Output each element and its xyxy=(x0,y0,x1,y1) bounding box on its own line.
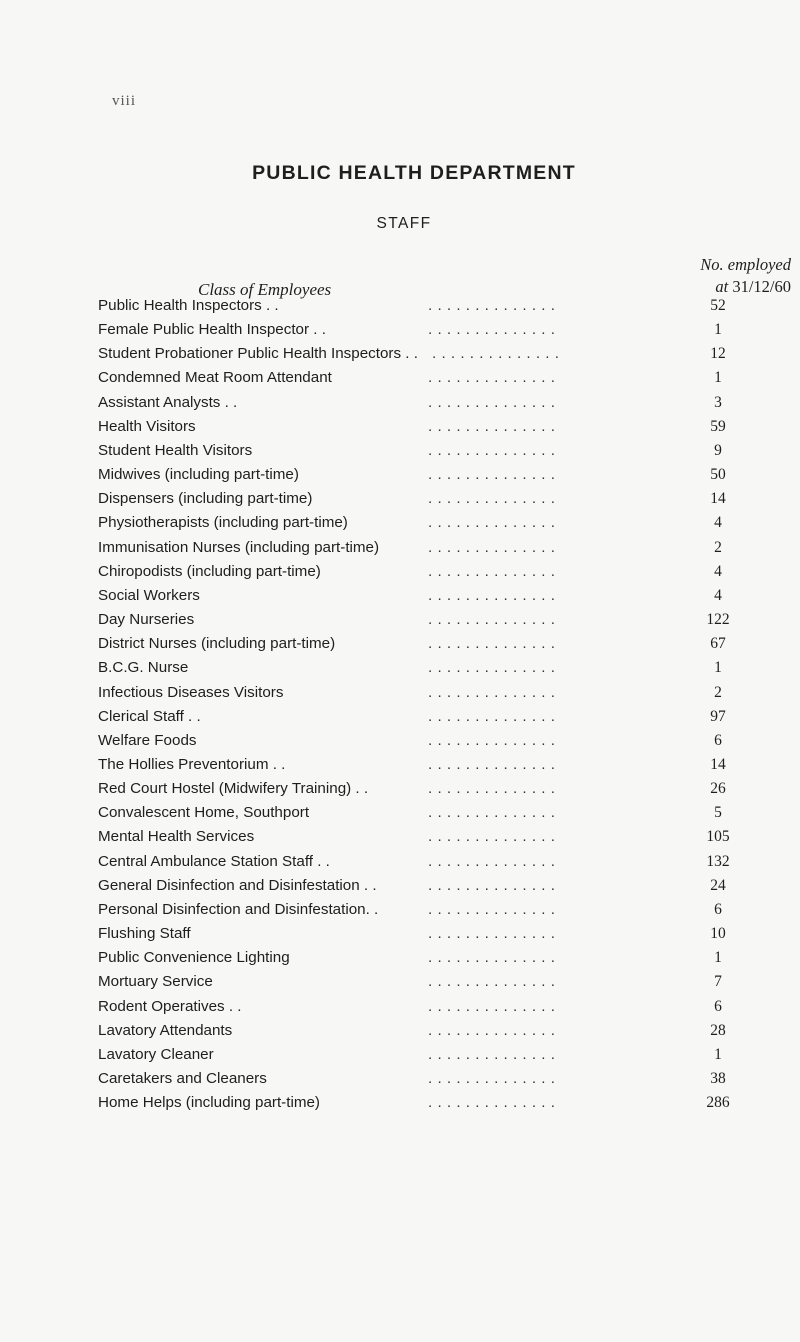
page-number: viii xyxy=(112,93,137,109)
header-date: 31/12/60 xyxy=(732,277,791,296)
class-of-employees-header: Class of Employees xyxy=(198,280,332,299)
table-row xyxy=(98,777,758,801)
dot-leader: . . . . . . . . . . . . . . xyxy=(428,635,556,653)
table-row xyxy=(98,1091,758,1115)
table-row xyxy=(98,995,758,1019)
table-row xyxy=(98,463,758,487)
employee-class-label: Personal Disinfection and Disinfestation. . xyxy=(98,900,379,918)
table-row xyxy=(98,656,758,680)
employee-class-label: Rodent Operatives . . xyxy=(98,997,242,1015)
employee-count: 97 xyxy=(710,707,726,725)
dot-leader: . . . . . . . . . . . . . . xyxy=(428,441,556,459)
table-row xyxy=(98,487,758,511)
employee-class-label: Caretakers and Cleaners xyxy=(98,1070,267,1087)
table-row xyxy=(98,608,758,632)
dot-leader: . . . . . . . . . . . . . . xyxy=(428,900,556,918)
employee-count: 59 xyxy=(710,417,726,435)
employee-class-label: Midwives (including part-time) xyxy=(98,466,299,484)
employee-count: 122 xyxy=(706,611,730,629)
table-row xyxy=(98,439,758,463)
table-row xyxy=(98,318,758,342)
employee-count: 24 xyxy=(710,876,726,894)
employee-count: 50 xyxy=(710,466,726,484)
dot-leader: . . . . . . . . . . . . . . xyxy=(428,804,556,822)
dot-leader: . . . . . . . . . . . . . . xyxy=(428,997,556,1015)
dot-leader: . . . . . . . . . . . . . . xyxy=(428,973,556,991)
dot-leader: . . . . . . . . . . . . . . xyxy=(428,369,556,387)
employee-count: 28 xyxy=(710,1021,726,1039)
employee-count: 7 xyxy=(714,973,722,991)
employee-count: 1 xyxy=(714,949,722,967)
dot-leader: . . . . . . . . . . . . . . xyxy=(432,345,560,363)
employee-class-label: Public Convenience Lighting xyxy=(98,949,290,967)
table-row xyxy=(98,391,758,415)
table-row xyxy=(98,753,758,777)
employee-count: 286 xyxy=(706,1094,730,1112)
number-employed-header xyxy=(576,254,791,298)
dot-leader: . . . . . . . . . . . . . . xyxy=(428,876,556,894)
table-row xyxy=(98,1067,758,1091)
dot-leader: . . . . . . . . . . . . . . xyxy=(428,683,556,701)
table-row xyxy=(98,1043,758,1067)
employee-count: 5 xyxy=(714,804,722,822)
dot-leader: . . . . . . . . . . . . . . xyxy=(428,755,556,773)
employee-class-label: Condemned Meat Room Attendant xyxy=(98,369,332,387)
employee-class-label: Welfare Foods xyxy=(98,731,197,749)
employee-class-label: Assistant Analysts . . xyxy=(98,393,238,411)
table-row xyxy=(98,632,758,656)
table-row xyxy=(98,511,758,535)
employee-class-label: Red Court Hostel (Midwifery Training) . . xyxy=(98,780,369,798)
dot-leader: . . . . . . . . . . . . . . xyxy=(428,731,556,749)
dot-leader: . . . . . . . . . . . . . . xyxy=(428,417,556,435)
dot-leader: . . . . . . . . . . . . . . xyxy=(428,514,556,532)
employee-count: 12 xyxy=(710,345,726,363)
table-row xyxy=(98,584,758,608)
employee-count: 6 xyxy=(714,900,722,918)
employee-class-label: Student Health Visitors xyxy=(98,441,253,459)
employee-count: 3 xyxy=(714,393,722,411)
dot-leader: . . . . . . . . . . . . . . xyxy=(428,393,556,411)
employee-class-label: Student Probationer Public Health Inspectors . . xyxy=(98,345,418,363)
dot-leader: . . . . . . . . . . . . . . xyxy=(428,611,556,629)
employee-class-label: Clerical Staff . . xyxy=(98,707,201,725)
staff-list xyxy=(98,294,758,1115)
dot-leader: . . . . . . . . . . . . . . xyxy=(428,1021,556,1039)
table-row xyxy=(98,729,758,753)
table-row xyxy=(98,922,758,946)
employee-class-label: Mortuary Service xyxy=(98,973,213,991)
employee-class-label: Mental Health Services xyxy=(98,828,255,846)
dot-leader: . . . . . . . . . . . . . . xyxy=(428,1070,556,1087)
employee-class-label: Convalescent Home, Southport xyxy=(98,804,310,822)
employee-count: 2 xyxy=(714,538,722,556)
dot-leader: . . . . . . . . . . . . . . xyxy=(428,297,556,314)
employee-count: 1 xyxy=(714,659,722,677)
table-row xyxy=(98,970,758,994)
table-row xyxy=(98,342,758,366)
header-at: at xyxy=(715,277,729,296)
table-row xyxy=(98,801,758,825)
table-row xyxy=(98,850,758,874)
employee-count: 1 xyxy=(714,321,722,339)
employee-class-label: The Hollies Preventorium . . xyxy=(98,755,286,773)
table-row xyxy=(98,536,758,560)
employee-class-label: B.C.G. Nurse xyxy=(98,659,189,677)
employee-count: 4 xyxy=(714,514,722,532)
table-row xyxy=(98,1019,758,1043)
table-row xyxy=(98,294,758,318)
dot-leader: . . . . . . . . . . . . . . xyxy=(428,466,556,484)
table-row xyxy=(98,681,758,705)
employee-count: 1 xyxy=(714,1045,722,1063)
staff-heading: STAFF xyxy=(376,215,432,232)
table-row xyxy=(98,874,758,898)
employee-count: 132 xyxy=(706,852,730,870)
dot-leader: . . . . . . . . . . . . . . xyxy=(428,828,556,846)
table-row xyxy=(98,415,758,439)
dot-leader: . . . . . . . . . . . . . . xyxy=(428,321,556,339)
employee-class-label: Infectious Diseases Visitors xyxy=(98,683,284,701)
dot-leader: . . . . . . . . . . . . . . xyxy=(428,490,556,508)
dot-leader: . . . . . . . . . . . . . . xyxy=(428,586,556,604)
table-row xyxy=(98,560,758,584)
dot-leader: . . . . . . . . . . . . . . xyxy=(428,1045,556,1063)
employee-count: 1 xyxy=(714,369,722,387)
employee-count: 4 xyxy=(714,562,722,580)
employee-count: 52 xyxy=(710,297,726,314)
table-row xyxy=(98,946,758,970)
employee-class-label: Flushing Staff xyxy=(98,925,191,943)
employee-count: 4 xyxy=(714,586,722,604)
employee-count: 2 xyxy=(714,683,722,701)
employee-class-label: Lavatory Cleaner xyxy=(98,1045,214,1063)
employee-class-label: Immunisation Nurses (including part-time) xyxy=(98,538,380,556)
employee-class-label: Day Nurseries xyxy=(98,611,195,629)
employee-class-label: Home Helps (including part-time) xyxy=(98,1094,320,1112)
dot-leader: . . . . . . . . . . . . . . xyxy=(428,852,556,870)
employee-class-label: Health Visitors xyxy=(98,417,196,435)
dot-leader: . . . . . . . . . . . . . . xyxy=(428,538,556,556)
employee-class-label: Lavatory Attendants xyxy=(98,1021,233,1039)
table-row xyxy=(98,825,758,849)
employee-count: 38 xyxy=(710,1070,726,1087)
table-row xyxy=(98,366,758,390)
dot-leader: . . . . . . . . . . . . . . xyxy=(428,780,556,798)
employee-class-label: Public Health Inspectors . . xyxy=(98,297,279,314)
employee-count: 105 xyxy=(706,828,730,846)
employee-count: 14 xyxy=(710,490,726,508)
employee-count: 10 xyxy=(710,925,726,943)
dot-leader: . . . . . . . . . . . . . . xyxy=(428,707,556,725)
employee-count: 67 xyxy=(710,635,726,653)
employee-class-label: District Nurses (including part-time) xyxy=(98,635,336,653)
table-row xyxy=(98,898,758,922)
employee-class-label: Female Public Health Inspector . . xyxy=(98,321,326,339)
dot-leader: . . . . . . . . . . . . . . xyxy=(428,1094,556,1112)
employee-class-label: Physiotherapists (including part-time) xyxy=(98,514,348,532)
employee-class-label: Social Workers xyxy=(98,586,200,604)
department-title: PUBLIC HEALTH DEPARTMENT xyxy=(252,162,576,184)
number-employed-header-line1: No. employed xyxy=(700,255,791,274)
employee-class-label: Central Ambulance Station Staff . . xyxy=(98,852,330,870)
dot-leader: . . . . . . . . . . . . . . xyxy=(428,949,556,967)
dot-leader: . . . . . . . . . . . . . . xyxy=(428,659,556,677)
dot-leader: . . . . . . . . . . . . . . xyxy=(428,925,556,943)
dot-leader: . . . . . . . . . . . . . . xyxy=(428,562,556,580)
employee-count: 26 xyxy=(710,780,726,798)
employee-count: 14 xyxy=(710,755,726,773)
employee-class-label: Chiropodists (including part-time) xyxy=(98,562,321,580)
table-row xyxy=(98,705,758,729)
employee-count: 6 xyxy=(714,731,722,749)
employee-count: 9 xyxy=(714,441,722,459)
employee-class-label: Dispensers (including part-time) xyxy=(98,490,313,508)
employee-count: 6 xyxy=(714,997,722,1015)
employee-class-label: General Disinfection and Disinfestation . . xyxy=(98,876,377,894)
